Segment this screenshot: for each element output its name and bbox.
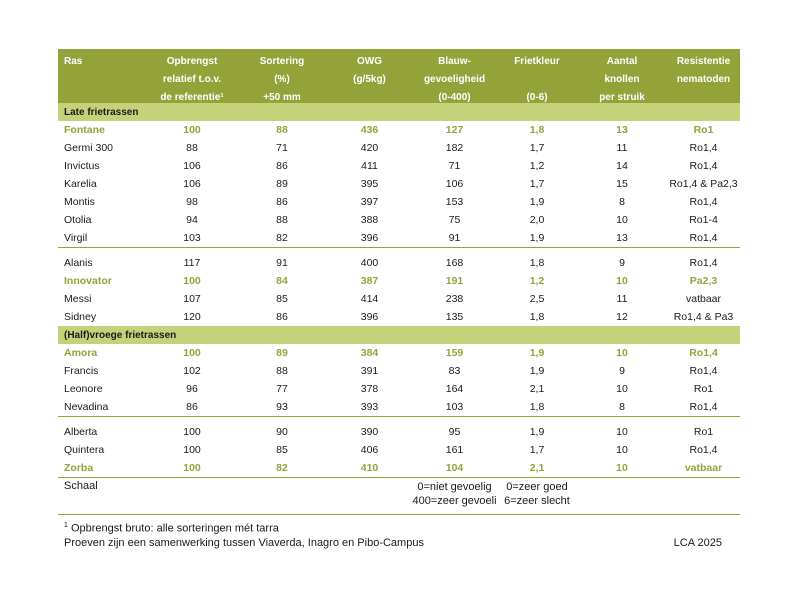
- cell-ras: Amora: [64, 347, 98, 359]
- cell-opbrengst: 100: [183, 124, 201, 136]
- cell-sortering: 82: [276, 462, 288, 474]
- cell-ras: Messi: [64, 293, 92, 305]
- cell-ras: Fontane: [64, 124, 105, 136]
- cell-sortering: 77: [276, 383, 288, 395]
- cell-frietkleur: 1,7: [529, 178, 545, 190]
- cell-knollen: 14: [616, 160, 628, 172]
- cell-opbrengst: 100: [183, 347, 201, 359]
- cell-owg: 393: [360, 401, 379, 413]
- cell-blauw: 135: [445, 311, 464, 323]
- cell-resistentie: Pa2,3: [689, 275, 718, 287]
- scale-label: Schaal: [64, 480, 98, 492]
- cell-opbrengst: 100: [183, 275, 201, 287]
- credit-text: Proeven zijn een samenwerking tussen Viaverda, Inagro en Pibo-Campus: [64, 536, 424, 549]
- cell-owg: 397: [360, 196, 379, 208]
- table-row: [58, 157, 740, 175]
- scale-row: [58, 477, 740, 514]
- table-row: [58, 272, 740, 290]
- cell-ras: Virgil: [64, 232, 88, 244]
- scale-frietkleur: 0=zeer goed 6=zeer slecht: [504, 481, 570, 507]
- cell-resistentie: Ro1,4: [689, 160, 718, 172]
- cell-resistentie: Ro1,4 & Pa2,3: [669, 178, 738, 190]
- cell-knollen: 13: [616, 232, 628, 244]
- table-footer: [58, 514, 740, 550]
- table-row: [58, 211, 740, 229]
- cell-blauw: 238: [445, 293, 464, 305]
- cell-frietkleur: 1,8: [529, 124, 545, 136]
- cell-owg: 406: [360, 444, 379, 456]
- cell-opbrengst: 98: [186, 196, 198, 208]
- cell-blauw: 164: [445, 383, 464, 395]
- cell-opbrengst: 106: [183, 160, 201, 172]
- cell-knollen: 11: [616, 142, 628, 154]
- cell-blauw: 95: [448, 426, 461, 438]
- cell-sortering: 90: [276, 426, 288, 438]
- cell-knollen: 11: [616, 293, 628, 305]
- cell-resistentie: Ro1,4: [689, 257, 718, 269]
- cell-knollen: 8: [619, 196, 625, 208]
- cell-opbrengst: 100: [183, 462, 201, 474]
- cell-resistentie: Ro1,4: [689, 232, 718, 244]
- cell-sortering: 82: [276, 232, 288, 244]
- scale-blauw: 0=niet gevoelig 400=zeer gevoeli: [412, 481, 497, 507]
- cell-sortering: 88: [276, 214, 288, 226]
- cell-opbrengst: 120: [183, 311, 201, 323]
- cell-resistentie: Ro1,4 & Pa3: [673, 311, 734, 323]
- cell-knollen: 13: [616, 124, 628, 136]
- cell-blauw: 83: [448, 365, 461, 377]
- cell-owg: 396: [360, 232, 379, 244]
- cell-knollen: 10: [616, 383, 628, 395]
- header-aantal-knollen: Aantal knollen per struik: [599, 56, 645, 103]
- cell-frietkleur: 1,8: [529, 401, 545, 413]
- table-row: [58, 423, 740, 441]
- cell-knollen: 12: [616, 311, 628, 323]
- cell-knollen: 8: [619, 401, 625, 413]
- group-divider: [58, 416, 740, 423]
- cell-blauw: 106: [445, 178, 464, 190]
- cell-ras: Montis: [64, 196, 95, 208]
- cell-frietkleur: 2,1: [529, 462, 545, 474]
- cell-knollen: 10: [616, 462, 628, 474]
- cell-frietkleur: 1,8: [529, 311, 545, 323]
- section-title: Late frietrassen: [64, 106, 139, 118]
- cell-resistentie: Ro1,4: [689, 347, 718, 359]
- cell-owg: 384: [360, 347, 379, 359]
- cell-opbrengst: 106: [183, 178, 201, 190]
- cell-owg: 400: [360, 257, 379, 269]
- cell-sortering: 91: [276, 257, 288, 269]
- cell-resistentie: Ro1-4: [689, 214, 718, 226]
- cell-blauw: 161: [445, 444, 464, 456]
- cell-frietkleur: 1,9: [529, 196, 545, 208]
- cell-ras: Francis: [64, 365, 99, 377]
- cell-opbrengst: 102: [183, 365, 201, 377]
- cell-owg: 411: [361, 160, 378, 172]
- source-label: LCA 2025: [673, 536, 722, 549]
- cell-blauw: 91: [448, 232, 461, 244]
- cell-sortering: 71: [276, 142, 288, 154]
- table-row: [58, 229, 740, 247]
- cell-opbrengst: 88: [186, 142, 198, 154]
- footnote: $^1$ Opbrengst bruto: alle sorteringen mét tarra: [64, 522, 279, 535]
- cell-resistentie: Ro1: [693, 383, 714, 395]
- cell-owg: 396: [360, 311, 379, 323]
- cell-sortering: 85: [276, 293, 288, 305]
- cell-owg: 387: [360, 275, 379, 287]
- cell-knollen: 10: [616, 347, 628, 359]
- cell-owg: 436: [360, 124, 379, 136]
- cell-owg: 378: [360, 383, 379, 395]
- cell-ras: Invictus: [64, 160, 100, 172]
- cell-resistentie: Ro1,4: [689, 142, 718, 154]
- cell-ras: Quintera: [64, 444, 105, 456]
- cell-frietkleur: 1,7: [529, 142, 545, 154]
- cell-owg: 388: [360, 214, 379, 226]
- cell-owg: 391: [360, 365, 379, 377]
- cell-ras: Sidney: [64, 311, 97, 323]
- table-row: [58, 362, 740, 380]
- header-sortering: Sortering (%) +50 mm: [259, 56, 305, 103]
- cell-frietkleur: 2,5: [529, 293, 545, 305]
- header-blauwgevoeligheid: Blauw- gevoeligheid (0-400): [423, 56, 486, 103]
- cell-resistentie: vatbaar: [685, 293, 722, 305]
- cell-opbrengst: 107: [183, 293, 201, 305]
- group-divider: [58, 247, 740, 254]
- cell-blauw: 127: [445, 124, 464, 136]
- cell-resistentie: Ro1,4: [689, 444, 718, 456]
- cell-frietkleur: 1,9: [529, 426, 545, 438]
- cell-ras: Karelia: [64, 178, 97, 190]
- cell-knollen: 9: [619, 365, 625, 377]
- cell-knollen: 15: [616, 178, 628, 190]
- cell-ras: Alanis: [64, 257, 93, 269]
- cell-owg: 414: [360, 293, 379, 305]
- cell-frietkleur: 1,2: [529, 275, 545, 287]
- cell-blauw: 159: [445, 347, 464, 359]
- table-row: [58, 175, 740, 193]
- cell-resistentie: Ro1: [693, 124, 714, 136]
- cell-sortering: 88: [276, 365, 288, 377]
- cell-resistentie: Ro1: [693, 426, 714, 438]
- cell-owg: 420: [360, 142, 379, 154]
- cell-opbrengst: 94: [186, 214, 198, 226]
- cell-ras: Otolia: [64, 214, 92, 226]
- cell-sortering: 86: [276, 160, 288, 172]
- cell-opbrengst: 100: [183, 426, 201, 438]
- cell-frietkleur: 2,1: [529, 383, 545, 395]
- table-row: [58, 193, 740, 211]
- header-opbrengst: Opbrengst relatief t.o.v. de referentie¹: [160, 56, 224, 103]
- cell-owg: 390: [360, 426, 379, 438]
- cell-frietkleur: 1,9: [529, 347, 545, 359]
- cell-frietkleur: 1,9: [529, 365, 545, 377]
- cell-ras: Nevadina: [64, 401, 109, 413]
- cell-blauw: 153: [445, 196, 464, 208]
- cell-knollen: 10: [616, 444, 628, 456]
- cell-opbrengst: 100: [183, 444, 201, 456]
- cell-resistentie: vatbaar: [684, 462, 723, 474]
- cell-blauw: 191: [445, 275, 464, 287]
- table-header: [58, 49, 740, 103]
- table-row: [58, 290, 740, 308]
- cell-frietkleur: 2,0: [529, 214, 545, 226]
- cell-sortering: 86: [276, 196, 288, 208]
- cell-opbrengst: 86: [186, 401, 198, 413]
- header-owg: OWG (g/5kg): [353, 56, 386, 85]
- cell-owg: 395: [360, 178, 379, 190]
- table-row: [58, 398, 740, 416]
- cell-frietkleur: 1,7: [529, 444, 545, 456]
- cell-blauw: 182: [445, 142, 464, 154]
- cell-blauw: 71: [448, 160, 461, 172]
- cell-ras: Alberta: [64, 426, 98, 438]
- cell-knollen: 9: [619, 257, 625, 269]
- cell-resistentie: Ro1,4: [689, 196, 718, 208]
- section-title: (Half)vroege frietrassen: [64, 329, 177, 341]
- cell-ras: Leonore: [64, 383, 103, 395]
- cell-frietkleur: 1,2: [529, 160, 545, 172]
- cell-opbrengst: 96: [186, 383, 198, 395]
- cell-knollen: 10: [616, 275, 628, 287]
- cell-blauw: 104: [445, 462, 464, 474]
- cell-opbrengst: 103: [183, 232, 201, 244]
- table-body: [58, 103, 740, 477]
- cell-resistentie: Ro1,4: [689, 401, 718, 413]
- cell-ras: Zorba: [64, 462, 94, 474]
- header-ras: Ras: [64, 56, 83, 67]
- table-row: [58, 459, 740, 477]
- table-row: [58, 139, 740, 157]
- cell-sortering: 86: [276, 311, 288, 323]
- table-row: [58, 254, 740, 272]
- cell-opbrengst: 117: [183, 257, 201, 269]
- cell-blauw: 168: [445, 257, 464, 269]
- cell-sortering: 89: [276, 178, 288, 190]
- cell-knollen: 10: [616, 426, 628, 438]
- cell-frietkleur: 1,8: [529, 257, 545, 269]
- header-resistentie: Resistentie nematoden: [676, 56, 731, 85]
- cell-resistentie: Ro1,4: [689, 365, 718, 377]
- cell-ras: Innovator: [64, 275, 112, 287]
- table-row: [58, 121, 740, 139]
- section-header: [58, 326, 740, 344]
- cell-sortering: 88: [276, 124, 288, 136]
- cell-owg: 410: [360, 462, 379, 474]
- table-row: [58, 344, 740, 362]
- cell-frietkleur: 1,9: [529, 232, 545, 244]
- cell-ras: Germi 300: [64, 142, 114, 154]
- cell-sortering: 84: [276, 275, 288, 287]
- variety-table: [58, 49, 740, 550]
- cell-blauw: 75: [448, 214, 461, 226]
- cell-sortering: 85: [276, 444, 288, 456]
- cell-sortering: 89: [276, 347, 288, 359]
- header-frietkleur: Frietkleur (0-6): [514, 56, 560, 103]
- table-row: [58, 441, 740, 459]
- table-row: [58, 380, 740, 398]
- table-row: [58, 308, 740, 326]
- cell-sortering: 93: [276, 401, 288, 413]
- cell-blauw: 103: [445, 401, 464, 413]
- cell-knollen: 10: [616, 214, 628, 226]
